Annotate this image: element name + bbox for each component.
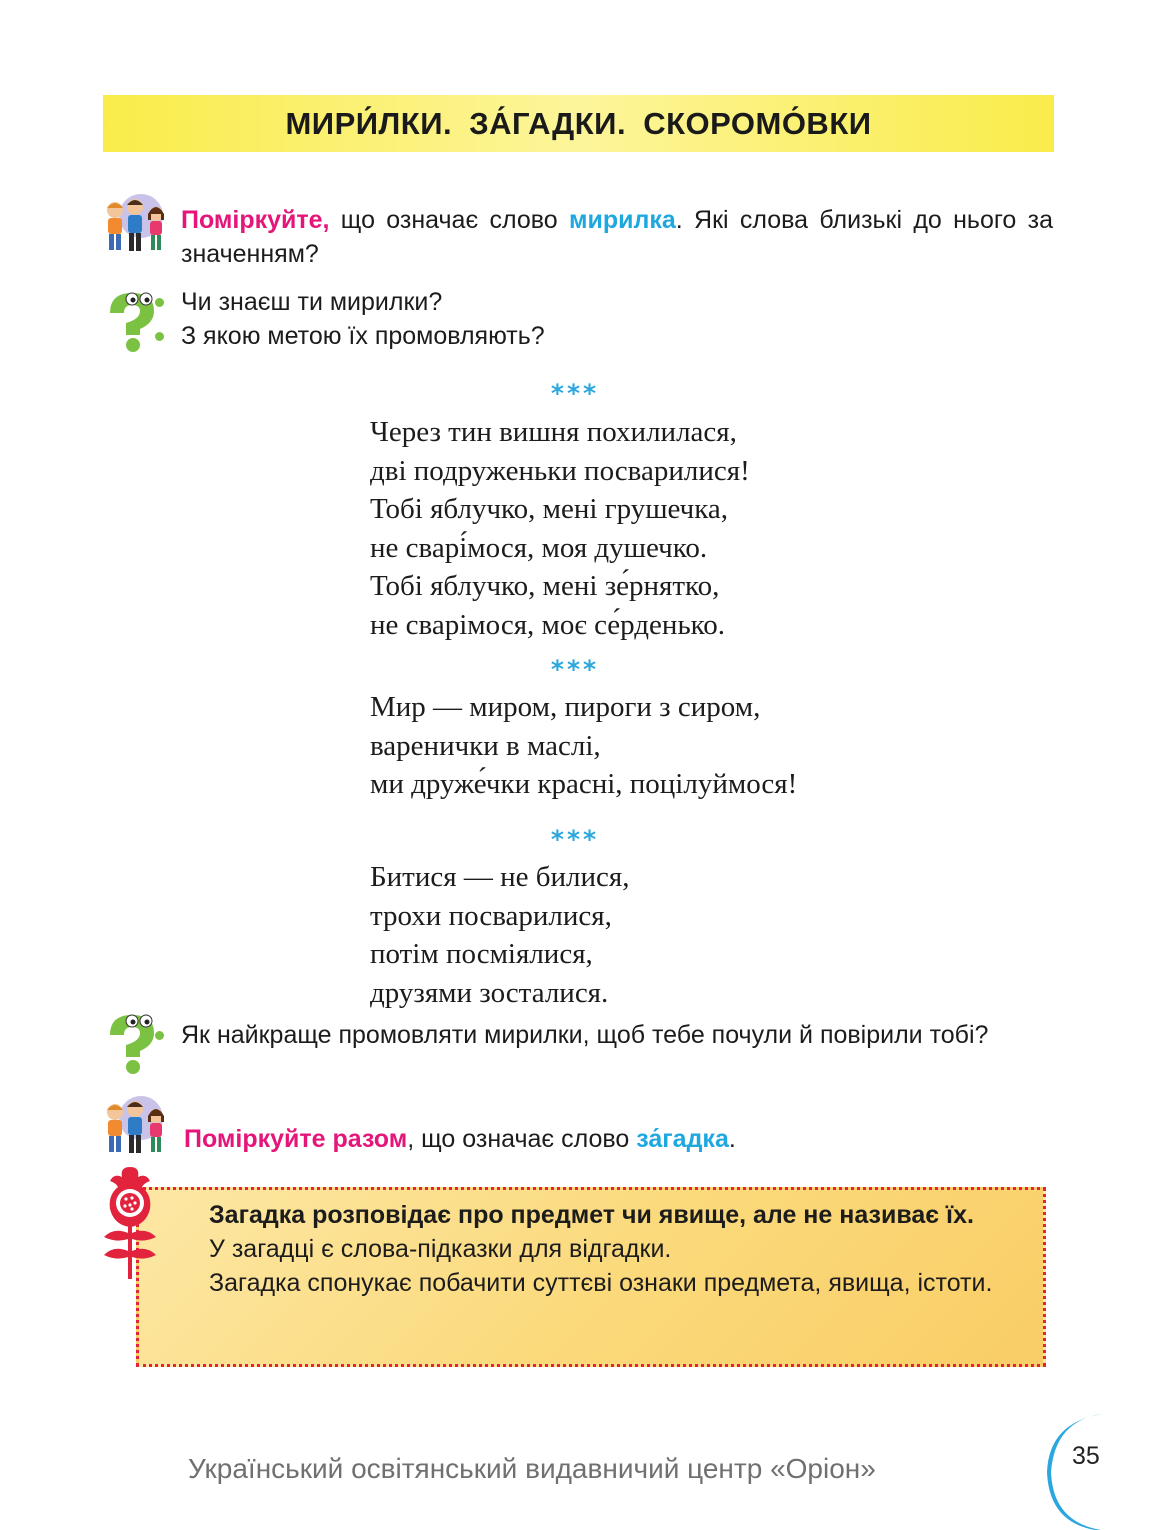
- page-title: МИРИ́ЛКИ. ЗА́ГАДКИ. СКОРОМО́ВКИ: [285, 105, 872, 141]
- list-item: Як найкраще промовляти мирилки, щоб тебе почули й повірили тобі?: [152, 1018, 1052, 1052]
- page-corner-arc: [1043, 1410, 1162, 1530]
- poem-line: Битися — не билися,: [370, 861, 630, 893]
- poem-line: ми друже́чки красні, поцілуймося!: [370, 768, 798, 800]
- think-paragraph-1: [181, 203, 1053, 271]
- poem-line: трохи посварилися,: [370, 899, 612, 932]
- rule-paragraph: У загадці є слова-підказки для відгадки.: [209, 1235, 672, 1263]
- poem-line: дві подруженьки посварилися!: [370, 454, 750, 487]
- keyword-myrylka: мирилка: [568, 206, 676, 234]
- list-item: Чи знаєш ти мирилки?: [152, 285, 545, 319]
- page-number: 35: [1072, 1442, 1100, 1470]
- poem-line: Тобі яблучко, мені зе́рнятко,: [370, 570, 720, 602]
- poem-1: [370, 413, 750, 644]
- stars-separator: ***: [550, 825, 600, 854]
- rule-text: [179, 1198, 1029, 1300]
- think-lead: Поміркуйте,: [181, 206, 330, 234]
- think-text-end: . Які слова близькі до нього за значенням?: [181, 206, 1053, 268]
- questions-list-1: [152, 285, 545, 353]
- title-band: [103, 95, 1054, 152]
- poem-line: не сварі́мося, моя душечко.: [370, 531, 708, 564]
- think-text: що означає слово: [329, 206, 569, 234]
- think-text: , що означає слово: [407, 1125, 637, 1153]
- poem-line: не сварімося, моє се́рденько.: [370, 608, 726, 641]
- poem-line: потім посміялися,: [370, 938, 593, 970]
- think-text-end: .: [728, 1125, 736, 1153]
- poem-line: Через тин вишня похилилася,: [370, 416, 737, 448]
- rule-box: [136, 1187, 1046, 1367]
- stars-separator: ***: [550, 379, 600, 408]
- think-paragraph-2: [184, 1122, 1044, 1156]
- poem-2: [370, 688, 797, 804]
- publisher-footer: Український освітянський видавничий центр «Оріон»: [188, 1453, 876, 1484]
- list-item: З якою метою їх промовляють?: [152, 319, 545, 353]
- rule-paragraph: Загадка спонукає побачити суттєві ознаки предмета, явища, істоти.: [209, 1269, 993, 1297]
- children-group-icon: [101, 1096, 167, 1158]
- poem-line: варенички в маслі,: [370, 729, 601, 762]
- keyword-zagadka: за́гадка: [636, 1125, 729, 1153]
- think-lead: Поміркуйте разом: [184, 1125, 408, 1153]
- poem-line: Тобі яблучко, мені грушечка,: [370, 493, 729, 525]
- poem-line: друзями зосталися.: [370, 976, 609, 1009]
- poem-line: Мир — миром, пироги з сиром,: [370, 691, 761, 723]
- stars-separator: ***: [550, 655, 600, 684]
- folk-flower-ornament-icon: [100, 1163, 160, 1281]
- rule-paragraph-main: Загадка розповідає про предмет чи явище, але не називає їх.: [209, 1201, 974, 1229]
- questions-list-2: [152, 1018, 1052, 1052]
- children-group-icon: [101, 194, 167, 256]
- poem-3: [370, 858, 629, 1012]
